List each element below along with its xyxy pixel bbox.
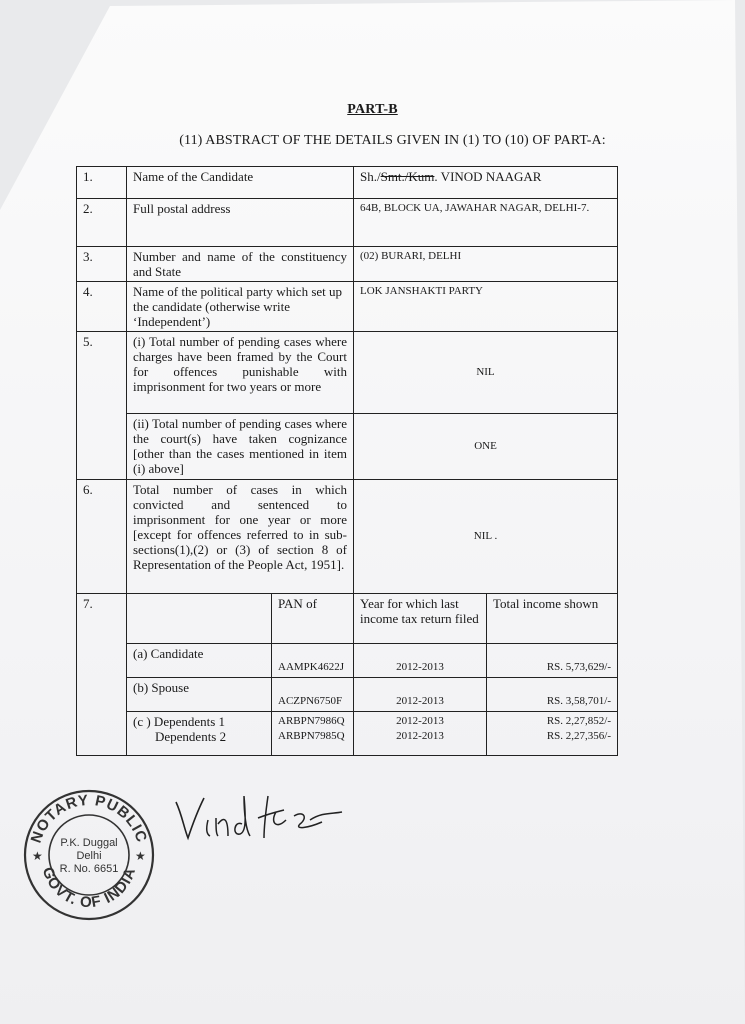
pending-cases-ii-value: ONE <box>354 414 618 480</box>
convictions-value: NIL . <box>354 480 618 594</box>
table-row <box>77 712 618 756</box>
table-row <box>77 282 618 332</box>
table-row <box>77 247 618 282</box>
row-number: 7. <box>77 594 127 756</box>
row-label: (ii) Total number of pending cases where the court(s) have taken cognizance [other than the cases mentioned in item (i) above] <box>127 414 354 480</box>
stamp-ring-bottom: GOVT. OF INDIA <box>38 865 140 912</box>
dependents-pan: ARBPN7986Q ARBPN7985Q <box>272 712 354 756</box>
spouse-income: RS. 3,58,701/- <box>487 678 618 712</box>
postal-address-value: 64B, BLOCK UA, JAWAHAR NAGAR, DELHI-7. <box>354 199 618 247</box>
table-row <box>77 167 618 199</box>
row-number: 2. <box>77 199 127 247</box>
handwritten-signature <box>172 790 352 850</box>
income-label-header <box>127 594 272 644</box>
dependents-year: 2012-2013 2012-2013 <box>354 712 487 756</box>
table-row <box>77 644 618 678</box>
row-label: Total number of cases in which convicted and sentenced to imprisonment for one year or more [except for offences referred to in sub-sections(1),(2) or (3) of section 8 of Representation of the People Act, 1951]. <box>127 480 354 594</box>
row-number: 1. <box>77 167 127 199</box>
candidate-pan: AAMPK4622J <box>272 644 354 678</box>
candidate-label: (a) Candidate <box>127 644 272 678</box>
dependents-label: (c ) Dependents 1 Dependents 2 <box>127 712 272 756</box>
table-row <box>77 594 618 644</box>
year-header: Year for which last income tax return filed <box>354 594 487 644</box>
pending-cases-i-value: NIL <box>354 332 618 414</box>
abstract-title: (11) ABSTRACT OF THE DETAILS GIVEN IN (1) TO (10) OF PART-A: <box>179 133 606 148</box>
row-number: 4. <box>77 282 127 332</box>
income-header: Total income shown <box>487 594 618 644</box>
table-row <box>77 678 618 712</box>
candidate-year: 2012-2013 <box>354 644 487 678</box>
table-row <box>77 414 618 480</box>
notary-stamp <box>22 788 156 922</box>
table-row <box>77 199 618 247</box>
row-label: Number and name of the constituency and State <box>127 247 354 282</box>
row-label: Name of the political party which set up the candidate (otherwise write ‘Independent’) <box>127 282 354 332</box>
row-label: Full postal address <box>127 199 354 247</box>
row-number: 5. <box>77 332 127 480</box>
row-number: 6. <box>77 480 127 594</box>
spouse-label: (b) Spouse <box>127 678 272 712</box>
stamp-city: Delhi <box>76 850 102 862</box>
constituency-value: (02) BURARI, DELHI <box>354 247 618 282</box>
candidate-name-value: Sh./Smt./Kum. VINOD NAAGAR <box>354 167 618 199</box>
stamp-reg: R. No. 6651 <box>59 863 119 875</box>
row-label: (i) Total number of pending cases where charges have been framed by the Court for offences punishable with imprisonment for two years or more <box>127 332 354 414</box>
details-table <box>76 166 618 756</box>
stamp-name: P.K. Duggal <box>60 837 118 849</box>
dependents-income: RS. 2,27,852/- RS. 2,27,356/- <box>487 712 618 756</box>
candidate-income: RS. 5,73,629/- <box>487 644 618 678</box>
star-icon: ★ <box>32 849 43 863</box>
party-value: LOK JANSHAKTI PARTY <box>354 282 618 332</box>
table-row <box>77 332 618 414</box>
pan-header: PAN of <box>272 594 354 644</box>
table-row <box>77 480 618 594</box>
star-icon: ★ <box>135 849 146 863</box>
spouse-pan: ACZPN6750F <box>272 678 354 712</box>
stamp-ring-top: NOTARY PUBLIC <box>27 791 151 846</box>
spouse-year: 2012-2013 <box>354 678 487 712</box>
part-title: PART-B <box>347 102 398 117</box>
row-number: 3. <box>77 247 127 282</box>
row-label: Name of the Candidate <box>127 167 354 199</box>
